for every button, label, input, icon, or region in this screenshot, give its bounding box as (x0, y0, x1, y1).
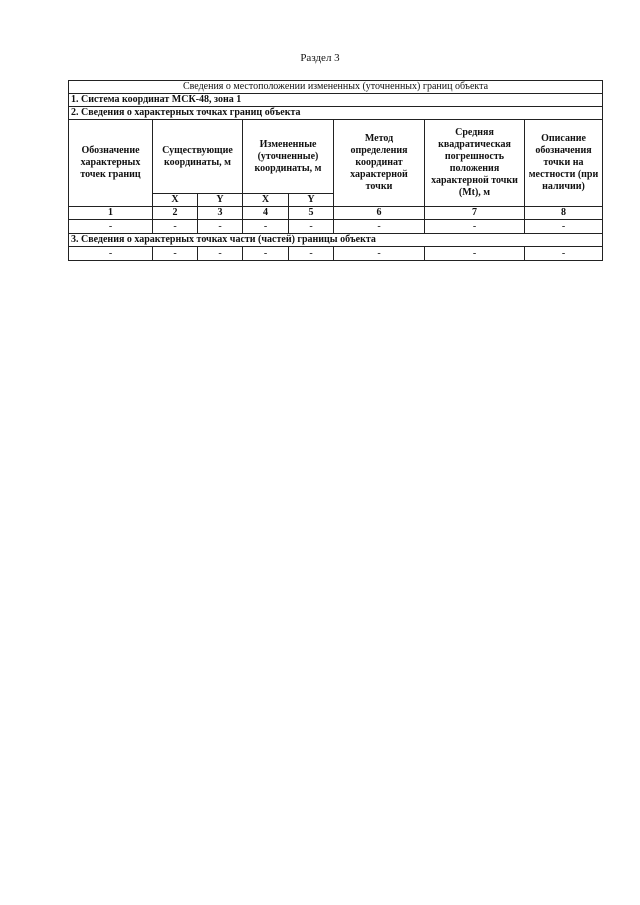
column-number: 8 (525, 207, 603, 220)
coordinate-system-row: 1. Система координат МСК-48, зона 1 (69, 94, 603, 107)
column-number-row (69, 207, 603, 220)
table-cell: - (525, 247, 603, 261)
section-title: Раздел 3 (300, 52, 340, 64)
table-cell: - (243, 247, 289, 261)
table-row (69, 247, 603, 261)
table-cell: - (525, 220, 603, 234)
header-existing-coordinates: Существующие координаты, м (153, 120, 243, 194)
parts-section-heading: 3. Сведения о характерных точках части (частей) границы объекта (69, 234, 603, 247)
column-number: 1 (69, 207, 153, 220)
table-cell: - (198, 220, 243, 234)
header-changed-coordinates: Измененные (уточненные) координаты, м (243, 120, 334, 194)
header-existing-y: Y (198, 194, 243, 207)
column-number: 7 (425, 207, 525, 220)
table-cell: - (69, 220, 153, 234)
header-changed-y: Y (289, 194, 334, 207)
table-title: Сведения о местоположении измененных (уточненных) границ объекта (69, 81, 603, 94)
header-existing-x: X (153, 194, 198, 207)
table-cell: - (289, 247, 334, 261)
table-cell: - (425, 247, 525, 261)
points-section-heading: 2. Сведения о характерных точках границ объекта (69, 107, 603, 120)
column-number: 5 (289, 207, 334, 220)
table-cell: - (198, 247, 243, 261)
column-number: 2 (153, 207, 198, 220)
table-cell: - (334, 247, 425, 261)
table-cell: - (425, 220, 525, 234)
column-number: 3 (198, 207, 243, 220)
table-row (69, 220, 603, 234)
header-description: Описание обозначения точки на местности (при наличии) (525, 120, 603, 207)
column-number: 6 (334, 207, 425, 220)
table-cell: - (334, 220, 425, 234)
header-accuracy: Средняя квадратическая погрешность положения характерной точки (Mt), м (425, 120, 525, 207)
column-number: 4 (243, 207, 289, 220)
header-changed-x: X (243, 194, 289, 207)
table-cell: - (289, 220, 334, 234)
boundary-coordinates-table (68, 80, 603, 261)
table-cell: - (243, 220, 289, 234)
table-cell: - (153, 220, 198, 234)
header-method: Метод определения координат характерной точки (334, 120, 425, 207)
table-cell: - (153, 247, 198, 261)
header-point-name: Обозначение характерных точек границ (69, 120, 153, 207)
table-cell: - (69, 247, 153, 261)
